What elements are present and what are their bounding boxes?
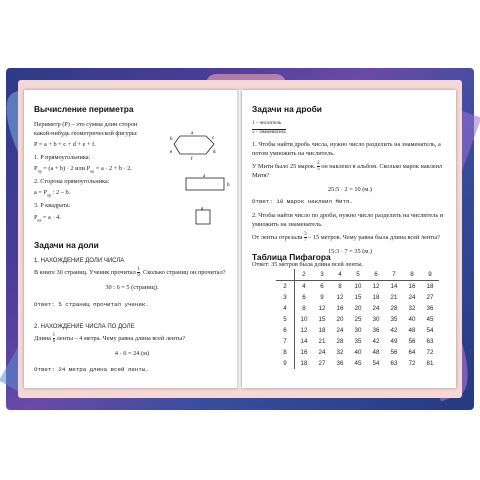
find-part-task xyxy=(34,267,230,278)
task-text: В книге 30 страниц. Ученик прочитал xyxy=(34,269,136,277)
table-cell: 40 xyxy=(408,315,416,323)
table-cell: 3 xyxy=(313,269,331,281)
table-cell: 7 xyxy=(276,336,295,347)
table-cell: 18 xyxy=(300,359,308,367)
table-cell: 81 xyxy=(426,359,434,367)
table-cell: 15 xyxy=(354,293,362,301)
task-1-calc: 25:5 · 2 = 10 (м.) xyxy=(328,185,372,193)
hexagon-label: e xyxy=(170,150,173,155)
task-text: он наклеил в альбом. Сколько марок наклеил Митя? xyxy=(252,163,443,180)
table-cell: 63 xyxy=(426,337,434,345)
table-cell: 54 xyxy=(372,359,380,367)
table-cell: 12 xyxy=(318,304,326,312)
hexagon-label: f xyxy=(191,157,193,160)
table-cell: 4 xyxy=(302,282,306,290)
table-row xyxy=(276,336,439,347)
perimeter-title: Вычисление периметра xyxy=(34,104,134,114)
fraction-tasks-section xyxy=(252,104,448,269)
table-cell: 4 xyxy=(331,269,349,281)
table-cell: 12 xyxy=(336,293,344,301)
denominator-legend: 5 – знаменатель xyxy=(252,129,286,135)
pythagoras-table xyxy=(276,269,439,369)
hexagon-label: d xyxy=(213,150,216,155)
table-cell: 35 xyxy=(354,337,362,345)
fraction-denominator: 5 xyxy=(317,167,320,173)
table-cell: 42 xyxy=(390,326,398,334)
fraction xyxy=(304,232,307,243)
table-cell: 36 xyxy=(336,359,344,367)
formula-subscript: кв xyxy=(37,216,42,222)
task-text: ленты – 4 метра. Чему равна длина всей ленты? xyxy=(56,334,185,342)
table-cell: 4 xyxy=(276,303,295,314)
rectangle-label: a xyxy=(203,174,206,179)
table-cell: 7 xyxy=(385,269,403,281)
table-cell: 28 xyxy=(336,337,344,345)
table-cell: 42 xyxy=(372,337,380,345)
hexagon-label: c xyxy=(212,136,215,141)
formula-part: P xyxy=(34,213,38,221)
table-cell: 24 xyxy=(408,293,416,301)
table-cell: 3 xyxy=(276,292,295,303)
table-cell: 45 xyxy=(426,315,434,323)
table-cell: 64 xyxy=(408,348,416,356)
table-cell: 21 xyxy=(318,337,326,345)
table-cell: 24 xyxy=(336,326,344,334)
table-cell: 8 xyxy=(302,304,306,312)
table-cell: 72 xyxy=(426,348,434,356)
find-part-calc: 30 : 6 = 5 (страниц). xyxy=(105,284,159,292)
task-2 xyxy=(252,232,448,243)
table-cell: 25 xyxy=(354,315,362,323)
fraction-denominator: 7 xyxy=(304,238,307,244)
task-1-answer: Ответ: 10 марок наклеил Митя. xyxy=(252,198,353,206)
table-cell: 27 xyxy=(318,359,326,367)
square-label: a xyxy=(201,206,204,212)
right-page xyxy=(242,90,456,388)
table-cell: 54 xyxy=(426,326,434,334)
formula-part: = a · 2 + b · 2. xyxy=(94,165,132,173)
table-cell: 5 xyxy=(276,314,295,325)
table-cell: 36 xyxy=(426,304,434,312)
formula-part: = a · 4. xyxy=(41,213,61,221)
rectangle-figure xyxy=(184,172,234,194)
table-cell: 45 xyxy=(354,359,362,367)
table-row xyxy=(276,281,439,293)
find-part-answer: Ответ: 5 страниц прочитал ученик. xyxy=(34,300,149,308)
table-row xyxy=(276,292,439,303)
table-cell: 20 xyxy=(336,315,344,323)
formula-part: : 2 – b. xyxy=(51,189,71,197)
table-cell: 14 xyxy=(300,337,308,345)
table-row xyxy=(276,347,439,358)
table-cell: 56 xyxy=(390,348,398,356)
table-row xyxy=(276,303,439,314)
table-cell: 16 xyxy=(300,348,308,356)
find-number-answer: Ответ: 24 метра длина всей ленты. xyxy=(34,366,149,374)
table-cell: 6 xyxy=(367,269,385,281)
table-cell: 24 xyxy=(372,304,380,312)
formula-part: = (a + b) · 2 или P xyxy=(41,165,91,173)
perimeter-section xyxy=(34,104,230,222)
square-perimeter-label: 3. P квадрата: xyxy=(34,202,71,210)
table-cell: 10 xyxy=(300,315,308,323)
formula-part: a = P xyxy=(34,189,47,197)
table-cell: 49 xyxy=(390,337,398,345)
table-row xyxy=(276,325,439,336)
table-cell: 8 xyxy=(403,269,421,281)
rule-1: 1. Чтобы найти дробь числа, нужно число разделить на знаменатель, а потом умножить на числитель. xyxy=(252,141,441,157)
table-cell: 9 xyxy=(320,293,324,301)
perimeter-formula: P = a + b + c + d + e + f. xyxy=(34,141,96,149)
table-cell: 48 xyxy=(372,348,380,356)
formula-subscript: пр xyxy=(90,168,95,174)
pythagoras-title: Таблица Пифагора xyxy=(252,252,331,262)
table-cell xyxy=(276,269,295,281)
task-2-answer: Ответ: 35 метров была длина всей ленты. xyxy=(252,260,364,268)
rectangle-perimeter-label: 1. P прямоугольника: xyxy=(34,153,91,161)
fraction-numerator: 1 xyxy=(52,332,56,338)
fraction-denominator: 6 xyxy=(137,273,140,279)
table-cell: 28 xyxy=(390,304,398,312)
table-cell: 30 xyxy=(354,326,362,334)
fractions-title: Задачи на доли xyxy=(34,240,99,250)
table-cell: 63 xyxy=(390,359,398,367)
table-cell: 35 xyxy=(390,315,398,323)
hexagon-label: b xyxy=(170,137,173,142)
table-cell: 56 xyxy=(408,337,416,345)
table-cell: 8 xyxy=(276,347,295,358)
table-cell: 24 xyxy=(318,348,326,356)
find-number-heading: 2. НАХОЖДЕНИЕ ЧИСЛА ПО ДОЛЕ xyxy=(34,323,135,330)
table-cell: 9 xyxy=(421,269,439,281)
fraction-numerator: 1 xyxy=(137,267,140,273)
rectangle-label: b xyxy=(227,183,230,188)
table-cell: 15 xyxy=(318,315,326,323)
table-cell: 5 xyxy=(349,269,367,281)
table-cell: 40 xyxy=(354,348,362,356)
table-cell: 48 xyxy=(408,326,416,334)
task-1 xyxy=(252,161,448,181)
task-text: . Сколько страниц он прочитал? xyxy=(139,269,226,277)
fractions-section xyxy=(34,240,230,374)
table-cell: 12 xyxy=(300,326,308,334)
fraction-numerator: 3 xyxy=(304,232,307,238)
table-cell: 6 xyxy=(302,293,306,301)
table-cell: 6 xyxy=(276,325,295,336)
fraction-tasks-title: Задачи на дроби xyxy=(252,104,322,114)
table-cell: 6 xyxy=(320,282,324,290)
rectangle-side-label: 2. Сторона прямоугольника: xyxy=(34,177,110,185)
table-cell: 16 xyxy=(408,282,416,290)
table-cell: 32 xyxy=(336,348,344,356)
table-cell: 18 xyxy=(372,293,380,301)
table-cell: 18 xyxy=(426,282,434,290)
table-cell: 8 xyxy=(338,282,342,290)
table-cell: 16 xyxy=(336,304,344,312)
pythagoras-section xyxy=(252,252,448,369)
table-header-row xyxy=(276,269,439,281)
table-row xyxy=(276,314,439,325)
square-figure xyxy=(194,206,220,226)
rule-2: 2. Чтобы найти число по дроби, нужно число разделить на числитель и умножить на знаменатель. xyxy=(252,212,444,228)
find-number-task xyxy=(34,333,230,344)
left-page xyxy=(24,90,238,388)
table-cell: 18 xyxy=(318,326,326,334)
formula-subscript: пр xyxy=(37,168,42,174)
table-cell: 36 xyxy=(372,326,380,334)
table-cell: 20 xyxy=(354,304,362,312)
task-text: От ленты отрезали xyxy=(252,234,303,242)
table-cell: 72 xyxy=(408,359,416,367)
table-cell: 21 xyxy=(390,293,398,301)
table-cell: 2 xyxy=(276,281,295,293)
table-cell: 30 xyxy=(372,315,380,323)
formula-subscript: пр xyxy=(47,192,52,198)
table-cell: 27 xyxy=(426,293,434,301)
task-text: – 15 метров. Чему равна была длина всей ленты? xyxy=(308,234,441,242)
task-text: Длина xyxy=(34,334,51,342)
table-cell: 12 xyxy=(372,282,380,290)
numerator-legend: 1 – числитель xyxy=(252,121,282,127)
table-cell: 10 xyxy=(354,282,362,290)
task-text: У Мити было 25 марок. xyxy=(252,163,316,171)
table-row xyxy=(276,358,439,369)
table-cell: 32 xyxy=(408,304,416,312)
fraction xyxy=(53,333,56,344)
fraction-denominator: 6 xyxy=(52,338,56,344)
hexagon-figure xyxy=(170,128,220,160)
find-part-heading: 1. НАХОЖДЕНИЕ ДОЛИ ЧИСЛА xyxy=(34,258,125,265)
fraction xyxy=(317,161,320,172)
table-cell: 9 xyxy=(276,358,295,369)
perimeter-definition: Периметр (P) – это сумма длин сторон какой-нибудь геометрической фигуры: xyxy=(34,121,138,137)
task-2-calc: 15:3 · 7 = 35 (м.) xyxy=(328,248,372,256)
formula-part: P xyxy=(34,165,38,173)
table-cell: 2 xyxy=(295,269,314,281)
hexagon-label: a xyxy=(191,131,194,136)
fraction-numerator: 2 xyxy=(317,161,320,167)
table-cell: 14 xyxy=(390,282,398,290)
find-number-calc: 4 · 6 = 24 (м) xyxy=(114,349,150,357)
